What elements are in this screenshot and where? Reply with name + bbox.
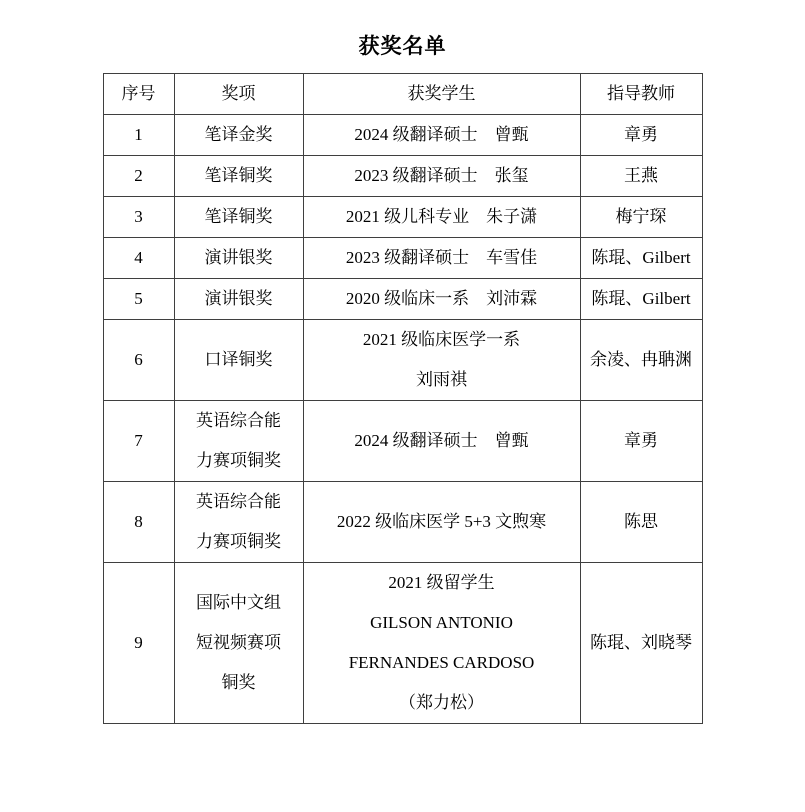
cell-student xyxy=(303,320,580,401)
cell-student xyxy=(303,279,580,320)
cell-student xyxy=(303,563,580,724)
cell-teacher: 王燕 xyxy=(580,156,702,197)
table-row xyxy=(103,320,702,401)
cell-no: 1 xyxy=(103,115,174,156)
header-cell-student: 获奖学生 xyxy=(303,74,580,115)
award-line: 英语综合能 xyxy=(196,411,281,430)
student-line: 2021 级儿科专业 朱子潇 xyxy=(345,207,538,226)
cell-no: 7 xyxy=(103,401,174,482)
cell-award xyxy=(174,401,303,482)
cell-no: 9 xyxy=(103,563,174,724)
table-row xyxy=(103,563,702,724)
cell-teacher: 章勇 xyxy=(580,115,702,156)
award-table xyxy=(103,73,703,724)
student-line: 刘雨祺 xyxy=(416,370,467,389)
header-cell-award: 奖项 xyxy=(174,74,303,115)
cell-award xyxy=(174,238,303,279)
cell-student xyxy=(303,482,580,563)
award-line: 力赛项铜奖 xyxy=(196,532,281,551)
table-row xyxy=(103,279,702,320)
cell-award xyxy=(174,563,303,724)
award-line: 国际中文组 xyxy=(196,593,281,612)
cell-award xyxy=(174,279,303,320)
award-line: 口译铜奖 xyxy=(204,350,273,369)
award-line: 笔译铜奖 xyxy=(204,166,273,185)
header-cell-teacher: 指导教师 xyxy=(580,74,702,115)
student-line: （郑力松） xyxy=(399,693,484,712)
award-line: 铜奖 xyxy=(221,673,256,692)
cell-teacher: 陈琨、Gilbert xyxy=(580,279,702,320)
cell-no: 8 xyxy=(103,482,174,563)
cell-no: 6 xyxy=(103,320,174,401)
cell-teacher: 陈琨、刘晓琴 xyxy=(580,563,702,724)
student-line: 2023 级翻译硕士 张玺 xyxy=(354,166,529,185)
award-line: 英语综合能 xyxy=(196,492,281,511)
award-line: 演讲银奖 xyxy=(204,289,273,308)
cell-award xyxy=(174,115,303,156)
table-body xyxy=(103,115,702,724)
cell-award xyxy=(174,197,303,238)
cell-student xyxy=(303,156,580,197)
cell-no: 5 xyxy=(103,279,174,320)
cell-teacher: 梅宁琛 xyxy=(580,197,702,238)
award-line: 力赛项铜奖 xyxy=(196,451,281,470)
cell-award xyxy=(174,156,303,197)
student-line: 2020 级临床一系 刘沛霖 xyxy=(345,289,538,308)
student-line: 2024 级翻译硕士 曾甄 xyxy=(354,125,529,144)
cell-student xyxy=(303,197,580,238)
student-line: 2021 级临床医学一系 xyxy=(362,330,521,349)
student-line: 2022 级临床医学 5+3 文煦寒 xyxy=(336,512,547,531)
cell-student xyxy=(303,115,580,156)
table-header-row xyxy=(103,74,702,115)
table-row xyxy=(103,197,702,238)
table-row xyxy=(103,238,702,279)
student-line: 2023 级翻译硕士 车雪佳 xyxy=(345,248,538,267)
cell-teacher: 陈琨、Gilbert xyxy=(580,238,702,279)
cell-award xyxy=(174,320,303,401)
cell-award xyxy=(174,482,303,563)
student-line: FERNANDES CARDOSO xyxy=(348,653,535,672)
cell-no: 3 xyxy=(103,197,174,238)
cell-teacher: 章勇 xyxy=(580,401,702,482)
award-line: 笔译铜奖 xyxy=(204,207,273,226)
student-line: 2024 级翻译硕士 曾甄 xyxy=(354,431,529,450)
table-row xyxy=(103,156,702,197)
header-cell-no: 序号 xyxy=(103,74,174,115)
cell-teacher: 陈思 xyxy=(580,482,702,563)
page-title: 获奖名单 xyxy=(358,34,447,58)
cell-no: 4 xyxy=(103,238,174,279)
student-line: GILSON ANTONIO xyxy=(370,613,513,632)
award-line: 笔译金奖 xyxy=(204,125,273,144)
table-row xyxy=(103,115,702,156)
award-line: 演讲银奖 xyxy=(204,248,273,267)
cell-student xyxy=(303,238,580,279)
cell-no: 2 xyxy=(103,156,174,197)
cell-teacher: 余凌、冉聃渊 xyxy=(580,320,702,401)
table-row xyxy=(103,482,702,563)
table-row xyxy=(103,401,702,482)
award-line: 短视频赛项 xyxy=(196,633,281,652)
student-line: 2021 级留学生 xyxy=(388,573,495,592)
cell-student xyxy=(303,401,580,482)
